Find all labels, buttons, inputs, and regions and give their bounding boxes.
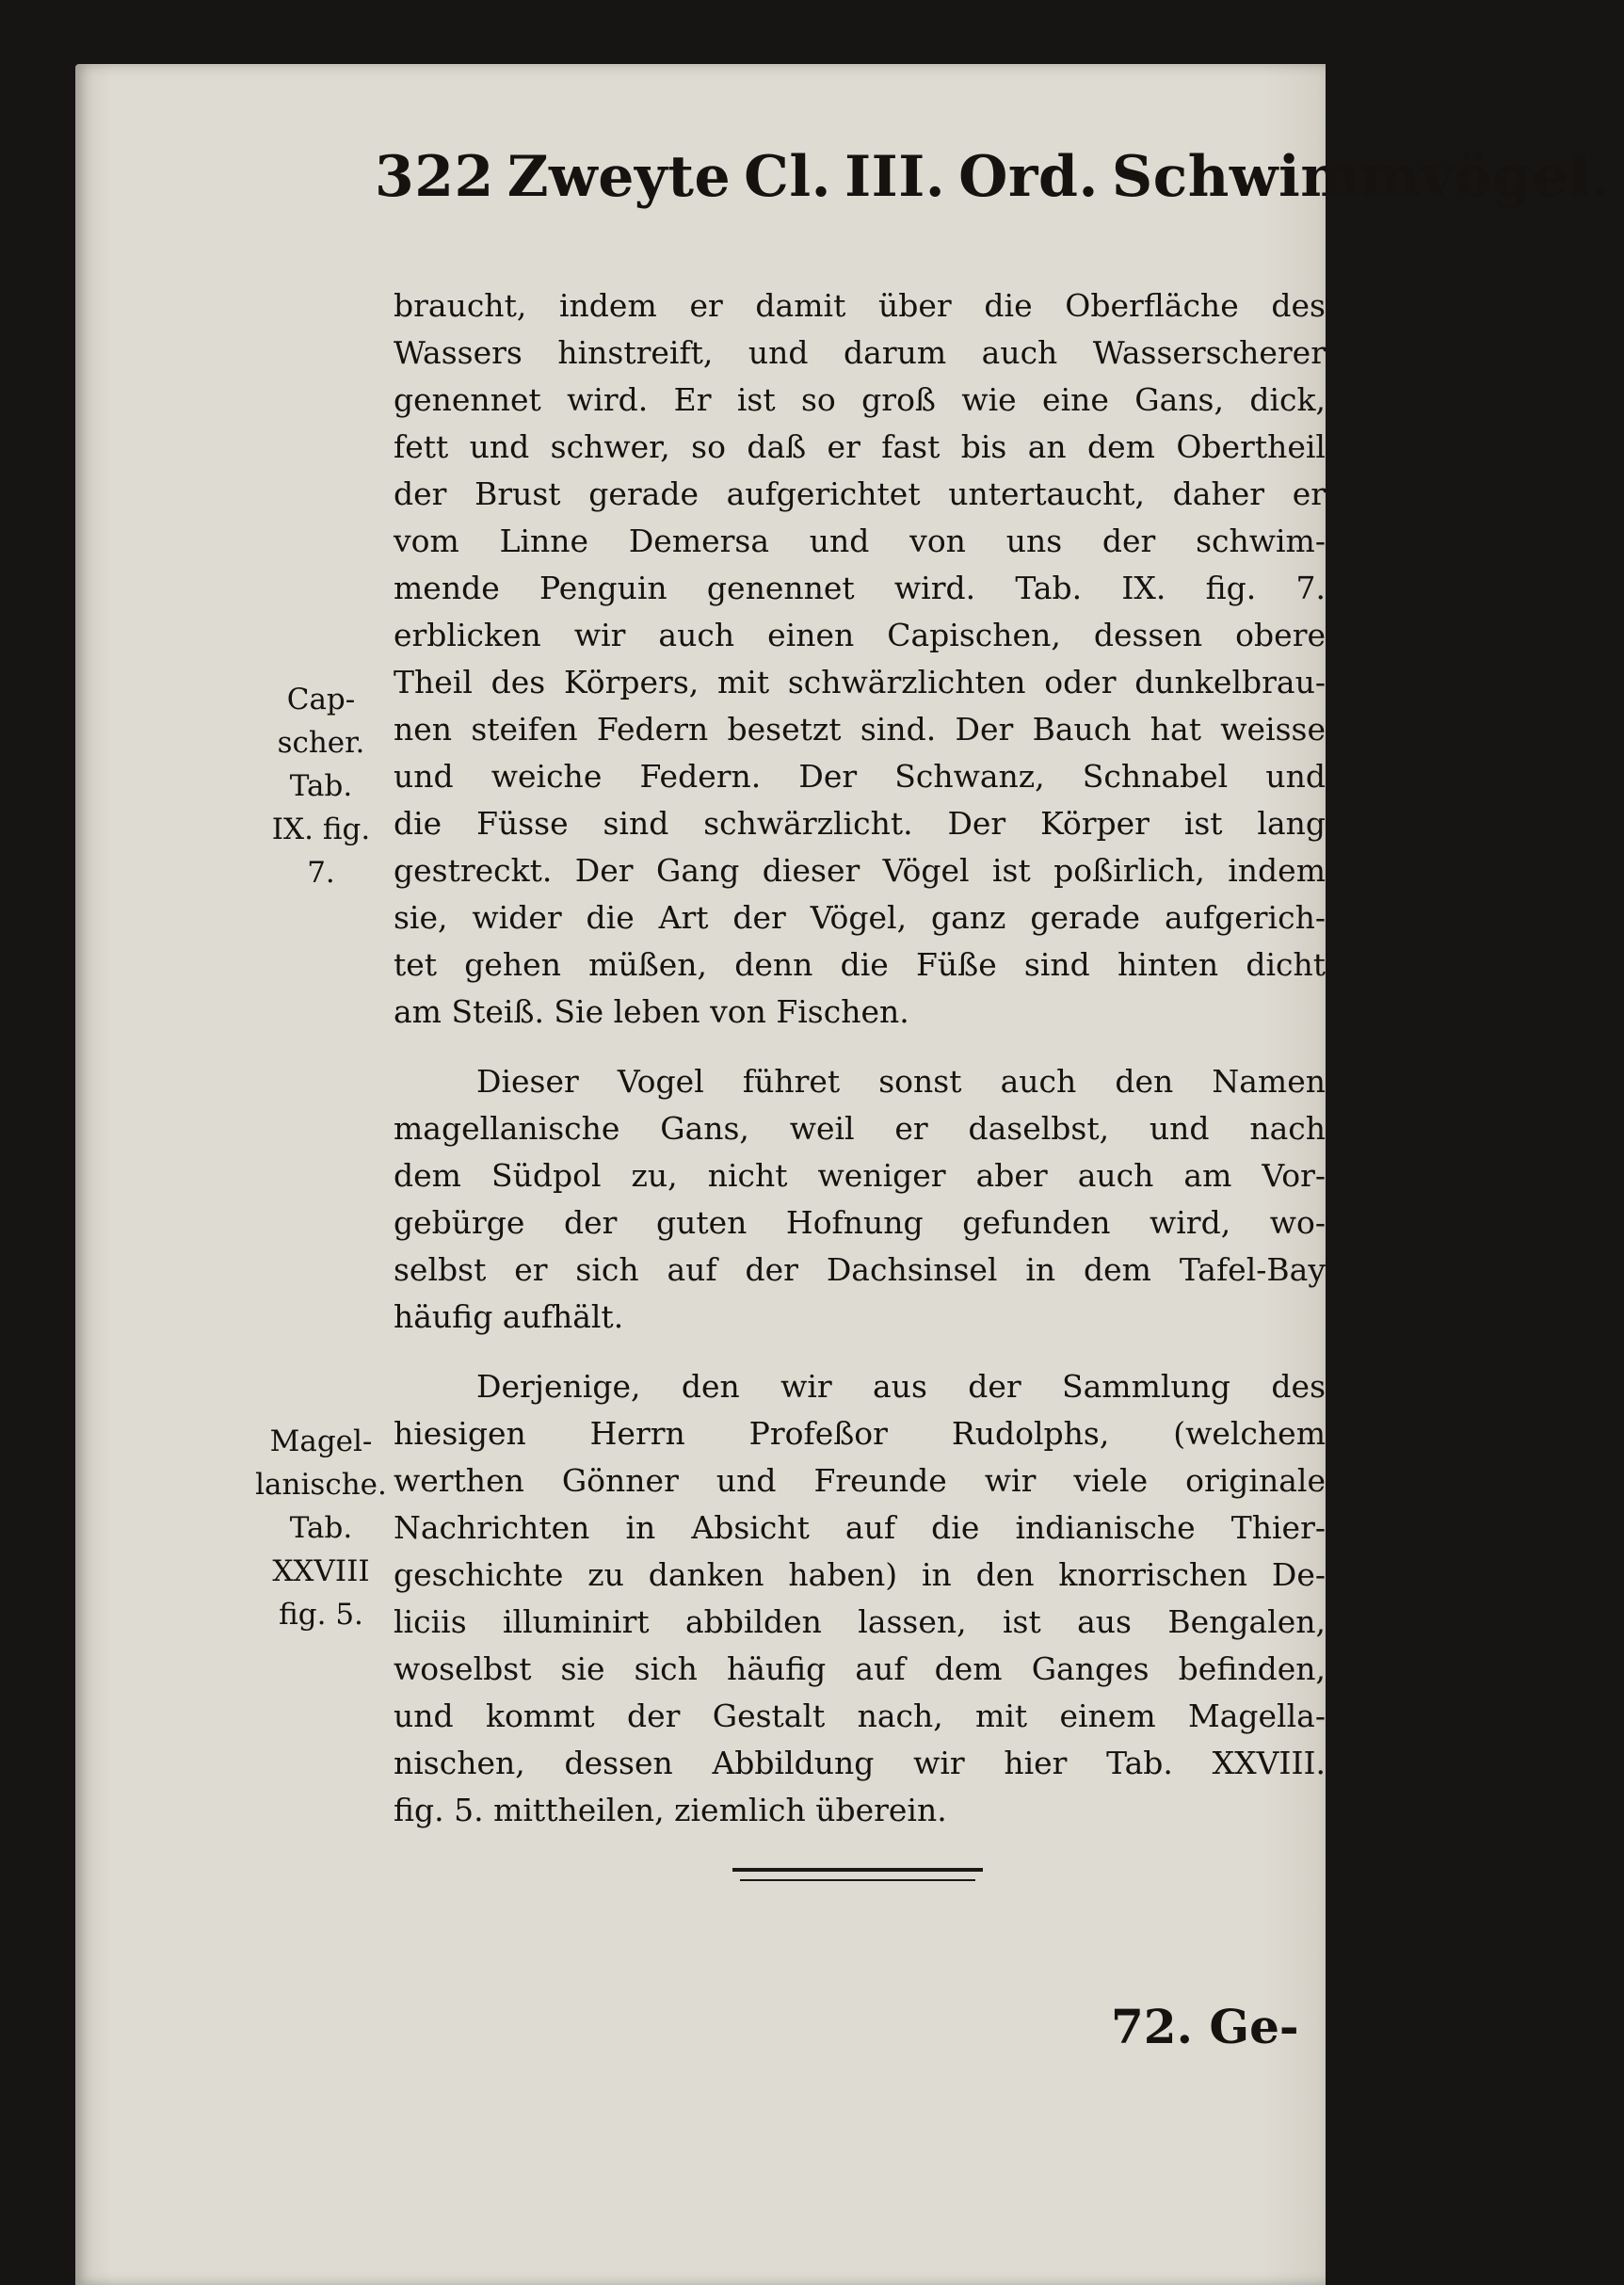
section-rule: [732, 1868, 983, 1872]
margin-note-line: XXVIII: [272, 1554, 370, 1588]
section-rule-thin: [740, 1879, 975, 1881]
margin-note-line: scher.: [277, 726, 365, 760]
text-line: vom Linne Demersa und von uns der schwim-: [394, 523, 1326, 559]
text-line: tet gehen müßen, denn die Füße sind hinten dicht: [394, 946, 1326, 983]
text-line: hiesigen Herrn Profeßor Rudolphs, (welchem: [394, 1415, 1326, 1452]
text-line: Dieser Vogel führet sonst auch den Namen: [476, 1063, 1326, 1100]
text-line: gestreckt. Der Gang dieser Vögel ist poßirlich, indem: [394, 852, 1326, 889]
text-line: dem Südpol zu, nicht weniger aber auch am Vor-: [394, 1157, 1326, 1194]
header-title-4: Ord.: [958, 144, 1099, 210]
header-title-5: Schwimmvögel.: [1111, 144, 1611, 210]
text-line: selbst er sich auf der Dachsinsel in dem Tafel-Bay: [394, 1251, 1326, 1288]
text-line: und weiche Federn. Der Schwanz, Schnabel und: [394, 758, 1326, 795]
text-line: nischen, dessen Abbildung wir hier Tab. XXVIII.: [394, 1745, 1326, 1781]
text-line: häufig aufhält.: [394, 1298, 624, 1335]
margin-note-line: lanische.: [255, 1468, 387, 1502]
header-title-1: Zweyte: [506, 144, 732, 210]
text-line: braucht, indem er damit über die Oberfläche des: [394, 287, 1326, 324]
text-line: mende Penguin genennet wird. Tab. IX. fig. 7.: [394, 570, 1326, 606]
text-line: woselbst sie sich häufig auf dem Ganges befinden,: [394, 1650, 1326, 1687]
margin-note-line: Magel-: [269, 1424, 373, 1458]
text-line: und kommt der Gestalt nach, mit einem Magella-: [394, 1698, 1326, 1734]
text-line: gebürge der guten Hofnung gefunden wird, wo-: [394, 1204, 1326, 1241]
text-line: nen steifen Federn besetzt sind. Der Bauch hat weisse: [394, 711, 1326, 748]
margin-note-line: Cap-: [286, 683, 356, 716]
text-line: geschichte zu danken haben) in den knorrischen De-: [394, 1556, 1326, 1593]
text-line: Derjenige, den wir aus der Sammlung des: [476, 1368, 1326, 1405]
book-page: [75, 64, 1611, 2285]
text-line: fett und schwer, so daß er fast bis an dem Obertheil: [394, 428, 1326, 465]
margin-note-line: 7.: [307, 856, 335, 890]
text-line: genennet wird. Er ist so groß wie eine Gans, dick,: [394, 381, 1326, 418]
text-line: die Füsse sind schwärzlicht. Der Körper ist lang: [394, 805, 1326, 842]
body-text: [394, 282, 1326, 1834]
text-line: fig. 5. mittheilen, ziemlich überein.: [394, 1792, 947, 1828]
text-line: magellanische Gans, weil er daselbst, und nach: [394, 1110, 1326, 1147]
page-number: 322: [375, 144, 494, 210]
margin-note-magellanische: [250, 1420, 392, 1636]
text-line: werthen Gönner und Freunde wir viele originale: [394, 1462, 1326, 1499]
margin-note-line: IX. fig.: [271, 813, 371, 846]
text-line: liciis illuminirt abbilden lassen, ist aus Bengalen,: [394, 1603, 1326, 1640]
text-line: am Steiß. Sie leben von Fischen.: [394, 993, 909, 1030]
text-line: Wassers hinstreift, und darum auch Wasserscherer: [394, 334, 1326, 371]
margin-note-line: Tab.: [289, 1511, 353, 1545]
header-title-2: Cl.: [744, 144, 832, 210]
margin-note-capischer: [250, 678, 392, 894]
text-line: sie, wider die Art der Vögel, ganz gerade aufgerich-: [394, 899, 1326, 936]
running-header: [375, 144, 1611, 210]
text-line: Theil des Körpers, mit schwärzlichten oder dunkelbrau-: [394, 664, 1326, 700]
text-line: erblicken wir auch einen Capischen, dessen obere: [394, 617, 1326, 653]
text-line: Nachrichten in Absicht auf die indianische Thier-: [394, 1509, 1326, 1546]
header-title-3: III.: [844, 144, 946, 210]
catchword: 72. Ge-: [1111, 1999, 1299, 2054]
margin-note-line: fig. 5.: [279, 1598, 363, 1632]
margin-note-line: Tab.: [289, 769, 353, 803]
text-line: der Brust gerade aufgerichtet untertaucht, daher er: [394, 475, 1326, 512]
